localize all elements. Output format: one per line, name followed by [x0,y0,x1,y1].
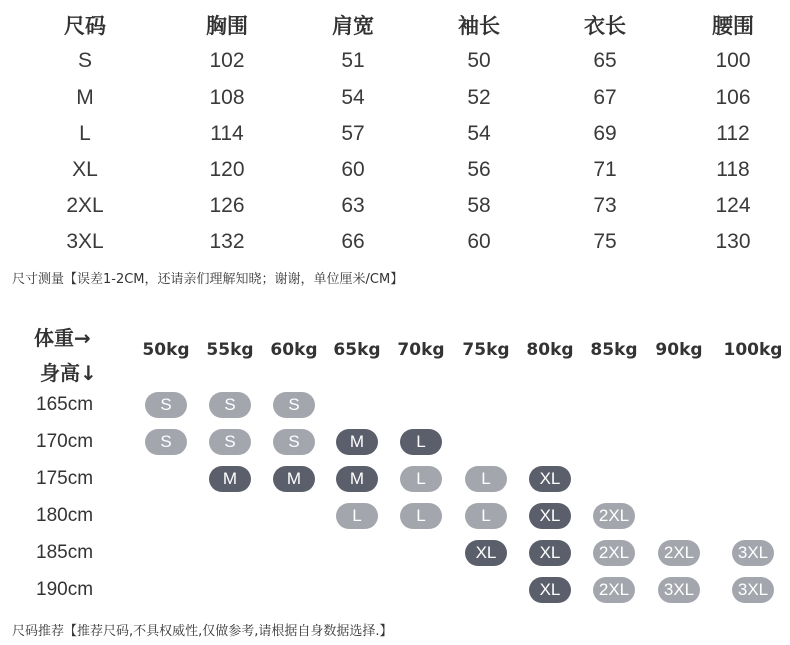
table-cell: 75 [593,230,617,253]
table-cell: 106 [715,86,751,109]
weight-label: 50kg [142,340,190,360]
table-cell: 3XL [66,230,104,253]
size-pill: XL [529,503,571,529]
table-cell: 73 [593,194,617,217]
size-table-row [0,188,790,224]
column-header: 尺码 [64,14,106,38]
size-pill: 2XL [593,540,635,566]
table-cell: 69 [593,122,617,145]
table-cell: 51 [341,49,365,72]
size-pill: XL [529,466,571,492]
table-cell: 57 [341,122,365,145]
height-label: 180cm [36,505,94,526]
column-header: 腰围 [712,14,754,38]
table-cell: 2XL [66,194,104,217]
size-pill: M [336,466,378,492]
height-label: 190cm [36,579,94,600]
table-cell: 54 [341,86,365,109]
table-cell: 50 [467,49,491,72]
weight-label: 75kg [462,340,510,360]
size-pill: S [145,429,187,455]
table-cell: 112 [716,122,750,145]
size-table-row [0,43,790,79]
size-pill: M [273,466,315,492]
weight-label: 70kg [397,340,445,360]
weight-label: 55kg [206,340,254,360]
recommendation-note: 尺码推荐【推荐尺码,不具权威性,仅做参考,请根据自身数据选择.】 [12,624,393,639]
size-pill: 2XL [593,503,635,529]
size-pill: S [209,429,251,455]
size-pill: 3XL [732,577,774,603]
table-cell: 66 [341,230,365,253]
size-table-row [0,152,790,188]
table-cell: 63 [341,194,365,217]
size-pill: L [336,503,378,529]
size-pill: 2XL [593,577,635,603]
table-cell: 60 [467,230,491,253]
table-cell: 100 [715,49,751,72]
weight-label: 60kg [270,340,318,360]
table-cell: 71 [593,158,617,181]
table-cell: 102 [209,49,245,72]
column-header: 胸围 [206,14,248,38]
height-label: 175cm [36,468,94,489]
size-pill: XL [529,577,571,603]
height-label: 165cm [36,394,94,415]
weight-label: 80kg [526,340,574,360]
size-pill: M [209,466,251,492]
table-cell: 56 [467,158,491,181]
height-label: 185cm [36,542,94,563]
size-pill: 2XL [658,540,700,566]
size-pill: L [400,503,442,529]
table-cell: XL [72,158,98,181]
size-pill: L [465,503,507,529]
table-cell: 60 [341,158,365,181]
height-label: 170cm [36,431,94,452]
weight-axis-label: 体重→ [34,326,91,350]
size-table-row [0,224,790,260]
table-cell: 120 [209,158,245,181]
table-cell: 65 [593,49,617,72]
weight-label: 90kg [655,340,703,360]
size-pill: 3XL [732,540,774,566]
size-pill: XL [465,540,507,566]
weight-label: 85kg [590,340,638,360]
table-cell: 54 [467,122,491,145]
table-cell: M [76,86,94,109]
size-pill: M [336,429,378,455]
column-header: 肩宽 [332,14,374,38]
size-pill: L [465,466,507,492]
table-cell: 118 [716,158,750,181]
size-pill: S [209,392,251,418]
table-cell: L [79,122,91,145]
size-pill: S [273,429,315,455]
size-pill: 3XL [658,577,700,603]
table-cell: 108 [209,86,245,109]
size-table-row [0,80,790,116]
size-pill: S [145,392,187,418]
table-cell: 58 [467,194,491,217]
weight-label: 65kg [333,340,381,360]
table-cell: 114 [210,122,244,145]
table-cell: 124 [715,194,751,217]
table-cell: 67 [593,86,617,109]
size-pill: L [400,429,442,455]
table-cell: 126 [209,194,245,217]
size-pill: L [400,466,442,492]
size-table-row [0,116,790,152]
table-cell: S [77,49,92,72]
size-pill: S [273,392,315,418]
table-cell: 132 [209,230,245,253]
table-cell: 52 [467,86,491,109]
size-pill: XL [529,540,571,566]
height-axis-label: 身高↓ [40,361,97,385]
size-table-header [0,8,790,44]
column-header: 袖长 [458,14,500,38]
column-header: 衣长 [584,14,626,38]
table-cell: 130 [715,230,751,253]
weight-label: 100kg [723,340,783,360]
measurement-note: 尺寸测量【误差1-2CM，还请亲们理解知晓；谢谢，单位厘米/CM】 [12,272,404,287]
